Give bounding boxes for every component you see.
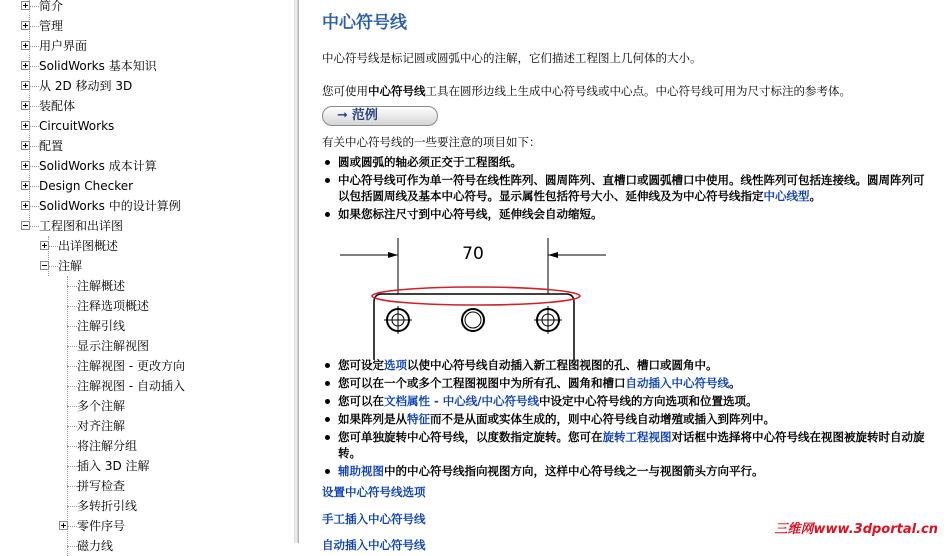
note-text: 如果您标注尺寸到中心符号线，延伸线会自动缩短。 <box>338 207 603 221</box>
toc-item-label: 用户界面 <box>39 39 88 53</box>
collapse-icon[interactable] <box>21 221 30 230</box>
toc-item-label: 多转折引线 <box>77 499 138 513</box>
expand-icon[interactable] <box>21 201 30 210</box>
center-mark-figure <box>336 236 612 360</box>
tree-connector <box>29 146 39 147</box>
tree-connector <box>29 126 39 127</box>
toc-item-label: 简介 <box>39 0 64 13</box>
toc-item[interactable] <box>0 516 293 536</box>
tree-connector <box>29 66 39 67</box>
note-text: 您可以在 <box>338 394 384 408</box>
inline-link[interactable]: 文档属性 - 中心线/中心符号线 <box>384 394 539 408</box>
toc-item[interactable] <box>0 336 293 356</box>
toc-item-label: 对齐注解 <box>77 419 126 433</box>
toc-item[interactable] <box>0 396 293 416</box>
note-text: 如果阵列是从 <box>338 412 407 426</box>
site-watermark: 三维网www.3dportal.cn <box>774 522 938 537</box>
toc-item[interactable] <box>0 376 293 396</box>
notes-heading: 有关中心符号线的一些要注意的项目如下： <box>322 135 541 149</box>
tree-connector <box>67 446 77 447</box>
toc-item[interactable] <box>0 96 293 116</box>
dimension-arrow-left <box>388 252 398 258</box>
toc-item-label: 注解视图 - 自动插入 <box>77 379 185 393</box>
example-button[interactable] <box>322 106 438 126</box>
toc-item-label: CircuitWorks <box>39 119 115 133</box>
tree-connector <box>29 106 39 107</box>
part-outline <box>374 294 574 360</box>
link-manual-insert-center-mark[interactable]: 手工插入中心符号线 <box>322 512 426 526</box>
note-item <box>322 172 930 204</box>
dimension-value: 70 <box>462 244 484 264</box>
toc-item-label: 装配体 <box>39 99 76 113</box>
tree-connector <box>67 426 77 427</box>
toc-item[interactable] <box>0 196 293 216</box>
help-content-pane <box>300 0 952 552</box>
toc-item[interactable] <box>0 136 293 156</box>
toc-item-label: 出详图概述 <box>58 239 119 253</box>
expand-icon[interactable] <box>21 121 30 130</box>
toc-item[interactable] <box>0 76 293 96</box>
toc-item-label: 工程图和出详图 <box>39 219 124 233</box>
tree-connector <box>29 186 39 187</box>
toc-item-label: 将注解分组 <box>77 439 138 453</box>
tree-connector <box>67 366 77 367</box>
inline-link[interactable]: 旋转工程视图 <box>602 430 672 444</box>
tree-connector <box>67 526 77 527</box>
toc-item-label: 注解引线 <box>77 319 126 333</box>
expand-icon[interactable] <box>21 41 30 50</box>
dimension-arrow-right <box>548 252 558 258</box>
tree-connector <box>67 466 77 467</box>
note-item <box>322 154 930 170</box>
toc-item[interactable] <box>0 236 293 256</box>
tree-connector <box>48 246 58 247</box>
tree-connector <box>67 406 77 407</box>
tree-connector <box>29 6 39 7</box>
toc-item-label: 注解视图 - 更改方向 <box>77 359 185 373</box>
tree-connector <box>67 486 77 487</box>
toc-item-label: 从 2D 移动到 3D <box>39 79 133 93</box>
expand-icon[interactable] <box>21 181 30 190</box>
note-text: 圆或圆弧的轴必须正交于工程图纸。 <box>338 155 522 169</box>
toc-item[interactable] <box>0 316 293 336</box>
pane-splitter[interactable] <box>294 0 299 543</box>
expand-icon[interactable] <box>40 241 49 250</box>
tree-connector <box>67 346 77 347</box>
toc-item-label: 磁力线 <box>77 539 114 553</box>
toc-item[interactable] <box>0 476 293 496</box>
note-item <box>322 429 930 461</box>
toc-item[interactable] <box>0 16 293 36</box>
toc-item[interactable] <box>0 36 293 56</box>
expand-icon[interactable] <box>21 161 30 170</box>
expand-icon[interactable] <box>21 81 30 90</box>
toc-item-label: Design Checker <box>39 179 134 193</box>
note-text: 中设定中心符号线的方向选项和位置选项。 <box>538 394 758 408</box>
example-button-label: 范例 <box>351 108 378 123</box>
toc-item[interactable] <box>0 56 293 76</box>
toc-item[interactable] <box>0 436 293 456</box>
expand-icon[interactable] <box>21 141 30 150</box>
tree-connector <box>29 166 39 167</box>
expand-icon[interactable] <box>59 521 68 530</box>
page-title: 中心符号线 <box>322 13 407 33</box>
usage-tool-name: 中心符号线 <box>368 84 426 98</box>
toc-item-label: 多个注解 <box>77 399 126 413</box>
note-text: 您可单独旋转中心符号线，以度数指定旋转。您可在 <box>338 430 603 444</box>
note-text: 您可以在一个或多个工程图视图中为所有孔、圆角和槽口 <box>338 376 626 390</box>
toc-item-label: 拼写检查 <box>77 479 126 493</box>
toc-item[interactable] <box>0 356 293 376</box>
toc-item-label: SolidWorks 中的设计算例 <box>39 199 181 213</box>
toc-item[interactable] <box>0 116 293 136</box>
toc-item-label: 注解 <box>58 259 83 273</box>
tree-connector <box>29 26 39 27</box>
toc-item[interactable] <box>0 276 293 296</box>
tree-connector <box>67 386 77 387</box>
inline-link[interactable]: 特征 <box>407 412 430 426</box>
note-item <box>322 463 930 479</box>
notes-list-top <box>322 154 930 224</box>
toc-item[interactable] <box>0 176 293 196</box>
toc-item[interactable] <box>0 216 293 236</box>
expand-icon[interactable] <box>21 61 30 70</box>
note-item <box>322 357 930 373</box>
note-text: 。 <box>809 189 821 203</box>
note-item <box>322 206 930 222</box>
usage-prefix: 您可使用 <box>322 84 368 98</box>
tree-connector <box>29 86 39 87</box>
toc-item-label: 插入 3D 注解 <box>77 459 150 473</box>
toc-item-label: SolidWorks 基本知识 <box>39 59 157 73</box>
note-text: 而不是从面或实体生成的，则中心符号线自动增殖或插入到阵列中。 <box>430 412 775 426</box>
toc-item[interactable] <box>0 156 293 176</box>
toc-item[interactable] <box>0 296 293 316</box>
link-auto-insert-center-mark[interactable]: 自动插入中心符号线 <box>322 538 426 552</box>
toc-item[interactable] <box>0 256 293 276</box>
tree-connector <box>48 266 58 267</box>
tree-connector <box>29 206 39 207</box>
expand-icon[interactable] <box>21 101 30 110</box>
toc-item[interactable] <box>0 416 293 436</box>
note-text: 。 <box>729 376 741 390</box>
toc-item-label: 注释选项概述 <box>77 299 150 313</box>
note-text: 以使中心符号线自动插入新工程图视图的孔、槽口或圆角中。 <box>407 358 718 372</box>
expand-icon[interactable] <box>21 21 30 30</box>
note-text: 中心符号线可作为单一符号在线性阵列、圆周阵列、直槽口或圆弧槽口中使用。线性阵列可包括连接线。圆周阵列可以包括圆周线及基本中心符号。显示属性包括符号大小、延伸线及为中心符号线指定 <box>338 173 925 203</box>
inline-link[interactable]: 辅助视图 <box>338 464 384 478</box>
toc-item[interactable] <box>0 496 293 516</box>
note-text: 您可设定 <box>338 358 384 372</box>
note-text: 对话框中选择将中心符号线在视图被旋转时自动旋转。 <box>338 430 925 460</box>
toc-item-label: SolidWorks 成本计算 <box>39 159 157 173</box>
inline-link[interactable]: 选项 <box>384 358 407 372</box>
tree-connector <box>67 546 77 547</box>
toc-item-label: 管理 <box>39 19 64 33</box>
highlight-ellipse <box>372 287 580 305</box>
toc-item-label: 配置 <box>39 139 64 153</box>
tree-connector <box>67 306 77 307</box>
inline-link[interactable]: 自动插入中心符号线 <box>625 376 729 390</box>
usage-paragraph <box>322 83 851 99</box>
note-text: 中的中心符号线指向视图方向，这样中心符号线之一与视图箭头方向平行。 <box>384 464 764 478</box>
tree-connector <box>67 506 77 507</box>
toc-item[interactable] <box>0 536 293 556</box>
toc-item[interactable] <box>0 0 293 16</box>
inline-link[interactable]: 中心线型 <box>763 189 810 203</box>
toc-item-label: 显示注解视图 <box>77 339 150 353</box>
intro-paragraph: 中心符号线是标记圆或圆弧中心的注解，它们描述工程图上几何体的大小。 <box>322 51 702 65</box>
toc-item-label: 零件序号 <box>77 519 126 533</box>
tree-connector <box>29 226 39 227</box>
note-item <box>322 411 930 427</box>
notes-list-bottom <box>322 357 930 481</box>
tree-connector <box>67 326 77 327</box>
note-item <box>322 393 930 409</box>
collapse-icon[interactable] <box>40 261 49 270</box>
hole-middle-inner <box>465 312 481 328</box>
expand-icon[interactable] <box>21 1 30 10</box>
tree-connector <box>29 46 39 47</box>
toc-item-label: 注解概述 <box>77 279 126 293</box>
help-toc-panel <box>0 0 293 553</box>
arrow-right-icon: ➞ <box>337 108 348 123</box>
note-item <box>322 375 930 391</box>
link-set-center-mark-options[interactable]: 设置中心符号线选项 <box>322 485 426 499</box>
usage-suffix: 工具在圆形边线上生成中心符号线或中心点。中心符号线可用为尺寸标注的参考体。 <box>425 84 851 98</box>
tree-connector <box>67 286 77 287</box>
toc-item[interactable] <box>0 456 293 476</box>
